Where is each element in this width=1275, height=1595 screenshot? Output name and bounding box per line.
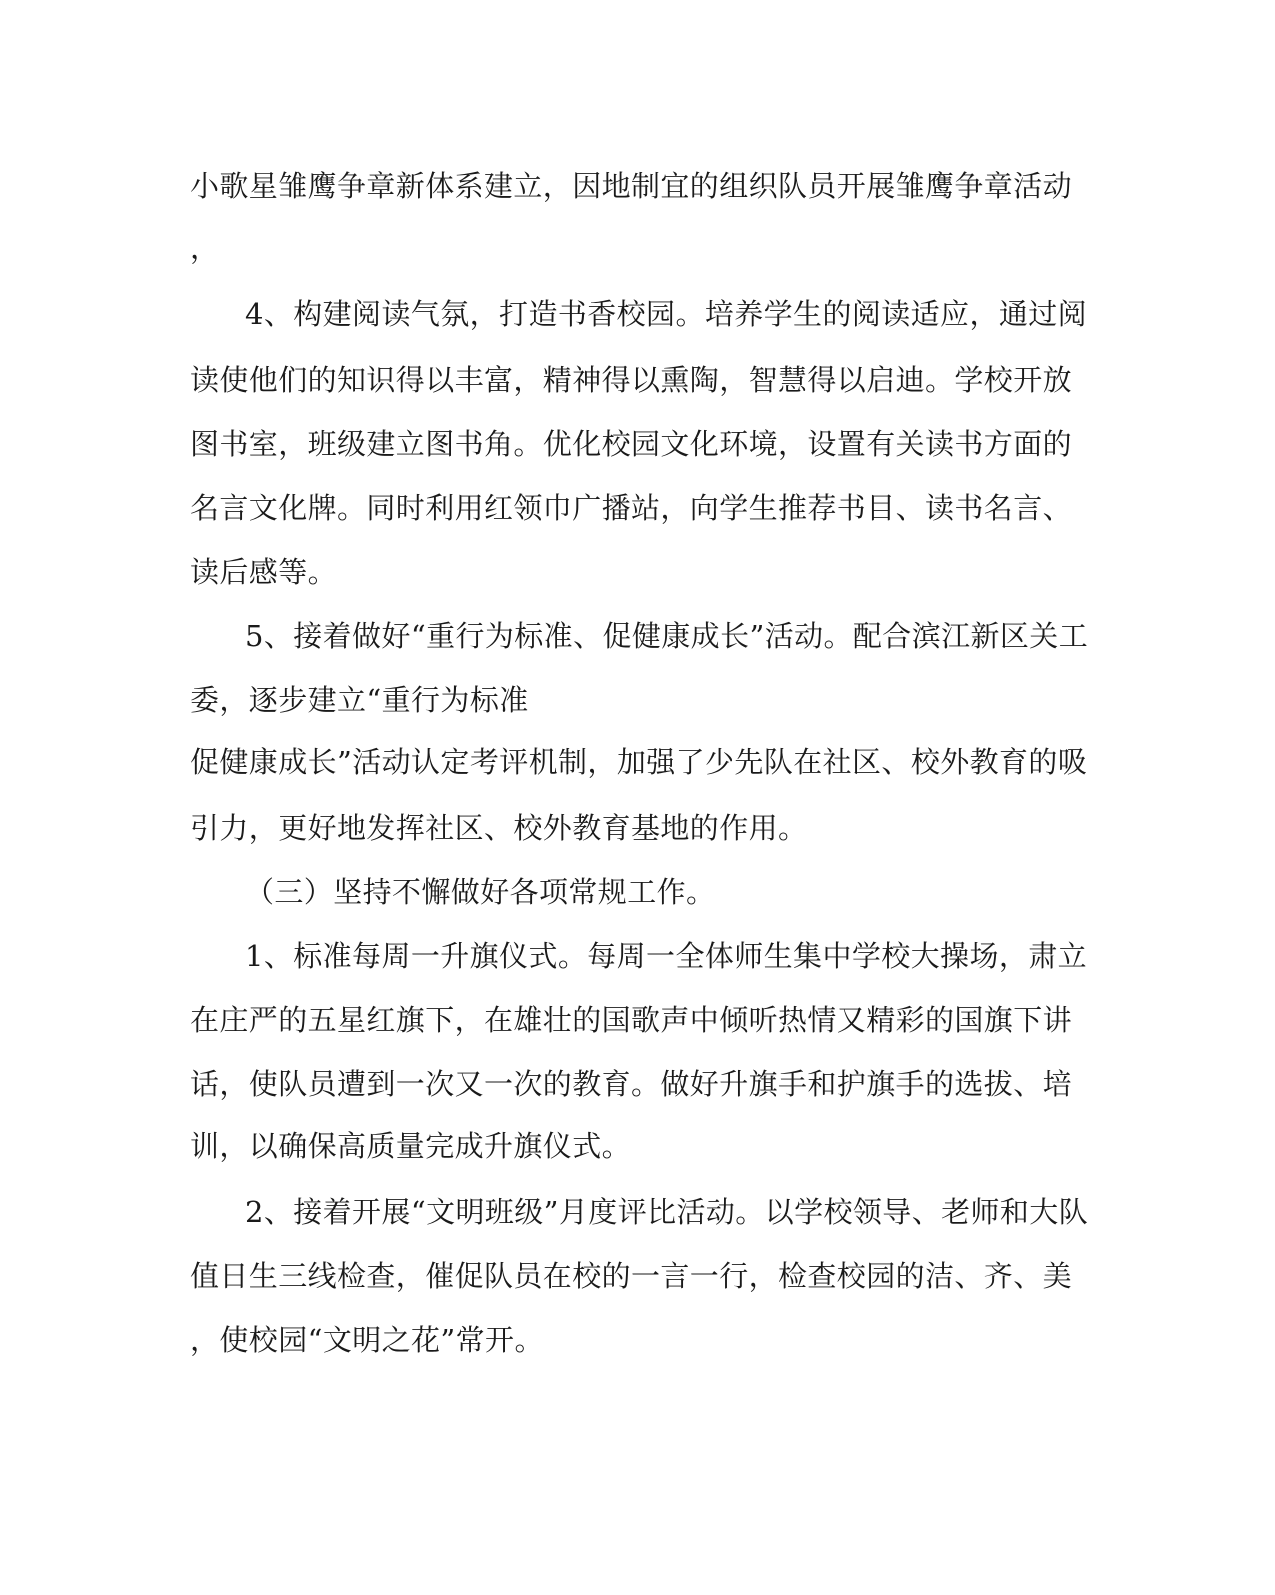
text-line: 值日生三线检查，催促队员在校的一言一行，检查校园的洁、齐、美 <box>190 1259 1073 1293</box>
paragraph-start-line: 1、标准每周一升旗仪式。每周一全体师生集中学校大操场，肃立 <box>245 939 1088 973</box>
text-line: 读后感等。 <box>190 555 338 589</box>
text-line: ， <box>190 231 220 265</box>
paragraph-start-line: 2、接着开展“文明班级”月度评比活动。以学校领导、老师和大队 <box>245 1195 1089 1229</box>
text-line: 名言文化牌。同时利用红领巾广播站，向学生推荐书目、读书名言、 <box>190 491 1073 525</box>
section-heading: （三）坚持不懈做好各项常规工作。 <box>245 875 716 909</box>
text-line: 在庄严的五星红旗下，在雄壮的国歌声中倾听热情又精彩的国旗下讲 <box>190 1003 1073 1037</box>
text-line: ，使校园“文明之花”常开。 <box>190 1323 544 1357</box>
text-line: 读使他们的知识得以丰富，精神得以熏陶，智慧得以启迪。学校开放 <box>190 363 1073 397</box>
text-line: 图书室，班级建立图书角。优化校园文化环境，设置有关读书方面的 <box>190 427 1073 461</box>
text-line: 训，以确保高质量完成升旗仪式。 <box>190 1129 632 1163</box>
text-line: 委，逐步建立“重行为标准 <box>190 683 529 717</box>
paragraph-start-line: 5、接着做好“重行为标准、促健康成长”活动。配合滨江新区关工 <box>245 619 1089 653</box>
text-line: 引力，更好地发挥社区、校外教育基地的作用。 <box>190 811 808 845</box>
paragraph-start-line: 4、构建阅读气氛，打造书香校园。培养学生的阅读适应，通过阅 <box>245 297 1088 331</box>
text-line: 小歌星雏鹰争章新体系建立，因地制宜的组织队员开展雏鹰争章活动 <box>190 169 1073 203</box>
text-line: 话，使队员遭到一次又一次的教育。做好升旗手和护旗手的选拔、培 <box>190 1067 1073 1101</box>
text-line: 促健康成长”活动认定考评机制，加强了少先队在社区、校外教育的吸 <box>190 745 1088 779</box>
